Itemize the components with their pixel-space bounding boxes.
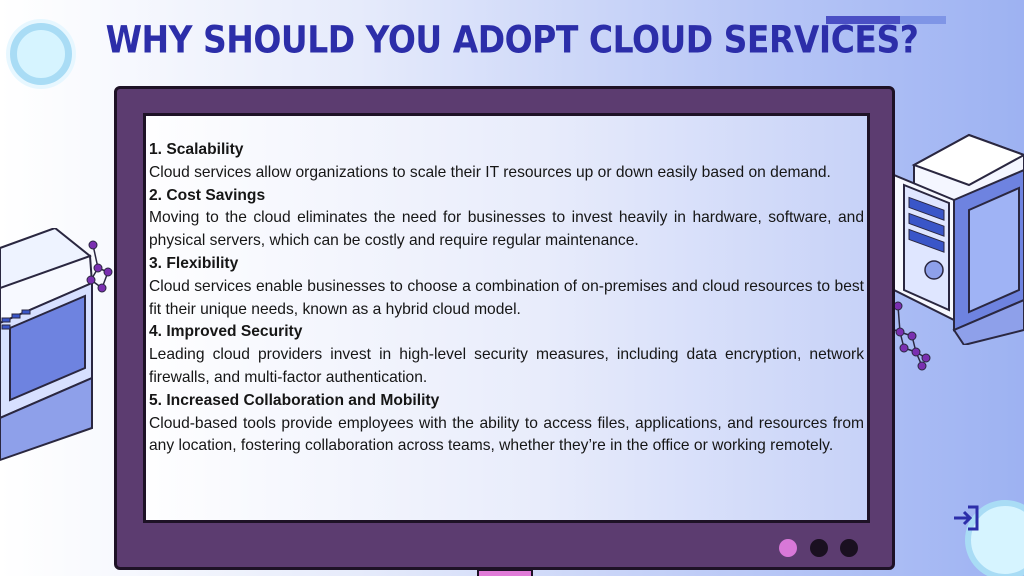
section-body: Leading cloud providers invest in high-level security measures, including data encryption, network firewalls, and multi-factor authentication.: [149, 346, 864, 386]
section-body: Cloud services allow organizations to scale their IT resources up or down easily based on demand.: [149, 163, 831, 181]
monitor-frame: [114, 86, 895, 570]
section-body: Cloud-based tools provide employees with the ability to access files, applications, and resources from any location, fostering collaboration across teams, whether they’re in the office or working remotely.: [149, 414, 864, 455]
section-improved-security: [149, 321, 864, 389]
section-heading: 2. Cost Savings: [149, 186, 266, 204]
indicator-dot: [810, 539, 828, 557]
monitor-stand: [477, 569, 533, 576]
section-body: Moving to the cloud eliminates the need for businesses to invest heavily in hardware, software, and physical servers, which can be costly and require regular maintenance.: [149, 209, 864, 250]
content-list: [149, 139, 864, 458]
section-collaboration-mobility: [149, 390, 864, 458]
indicator-dot: [840, 539, 858, 557]
section-cost-savings: [149, 185, 864, 253]
exit-icon[interactable]: [952, 504, 980, 532]
section-heading: 1. Scalability: [149, 141, 244, 158]
monitor-screen: [143, 113, 870, 523]
section-body: Cloud services enable businesses to choose a combination of on-premises and cloud resources to best fit their unique needs, known as a hybrid cloud model.: [149, 277, 864, 318]
indicator-dot-pink: [779, 539, 797, 557]
section-heading: 3. Flexibility: [149, 254, 239, 272]
section-heading: 4. Improved Security: [149, 323, 303, 341]
section-scalability: [149, 139, 864, 185]
slide-title: WHY SHOULD YOU ADOPT CLOUD SERVICES?: [105, 17, 919, 62]
section-heading: 5. Increased Collaboration and Mobility: [149, 391, 440, 409]
section-flexibility: [149, 253, 864, 321]
